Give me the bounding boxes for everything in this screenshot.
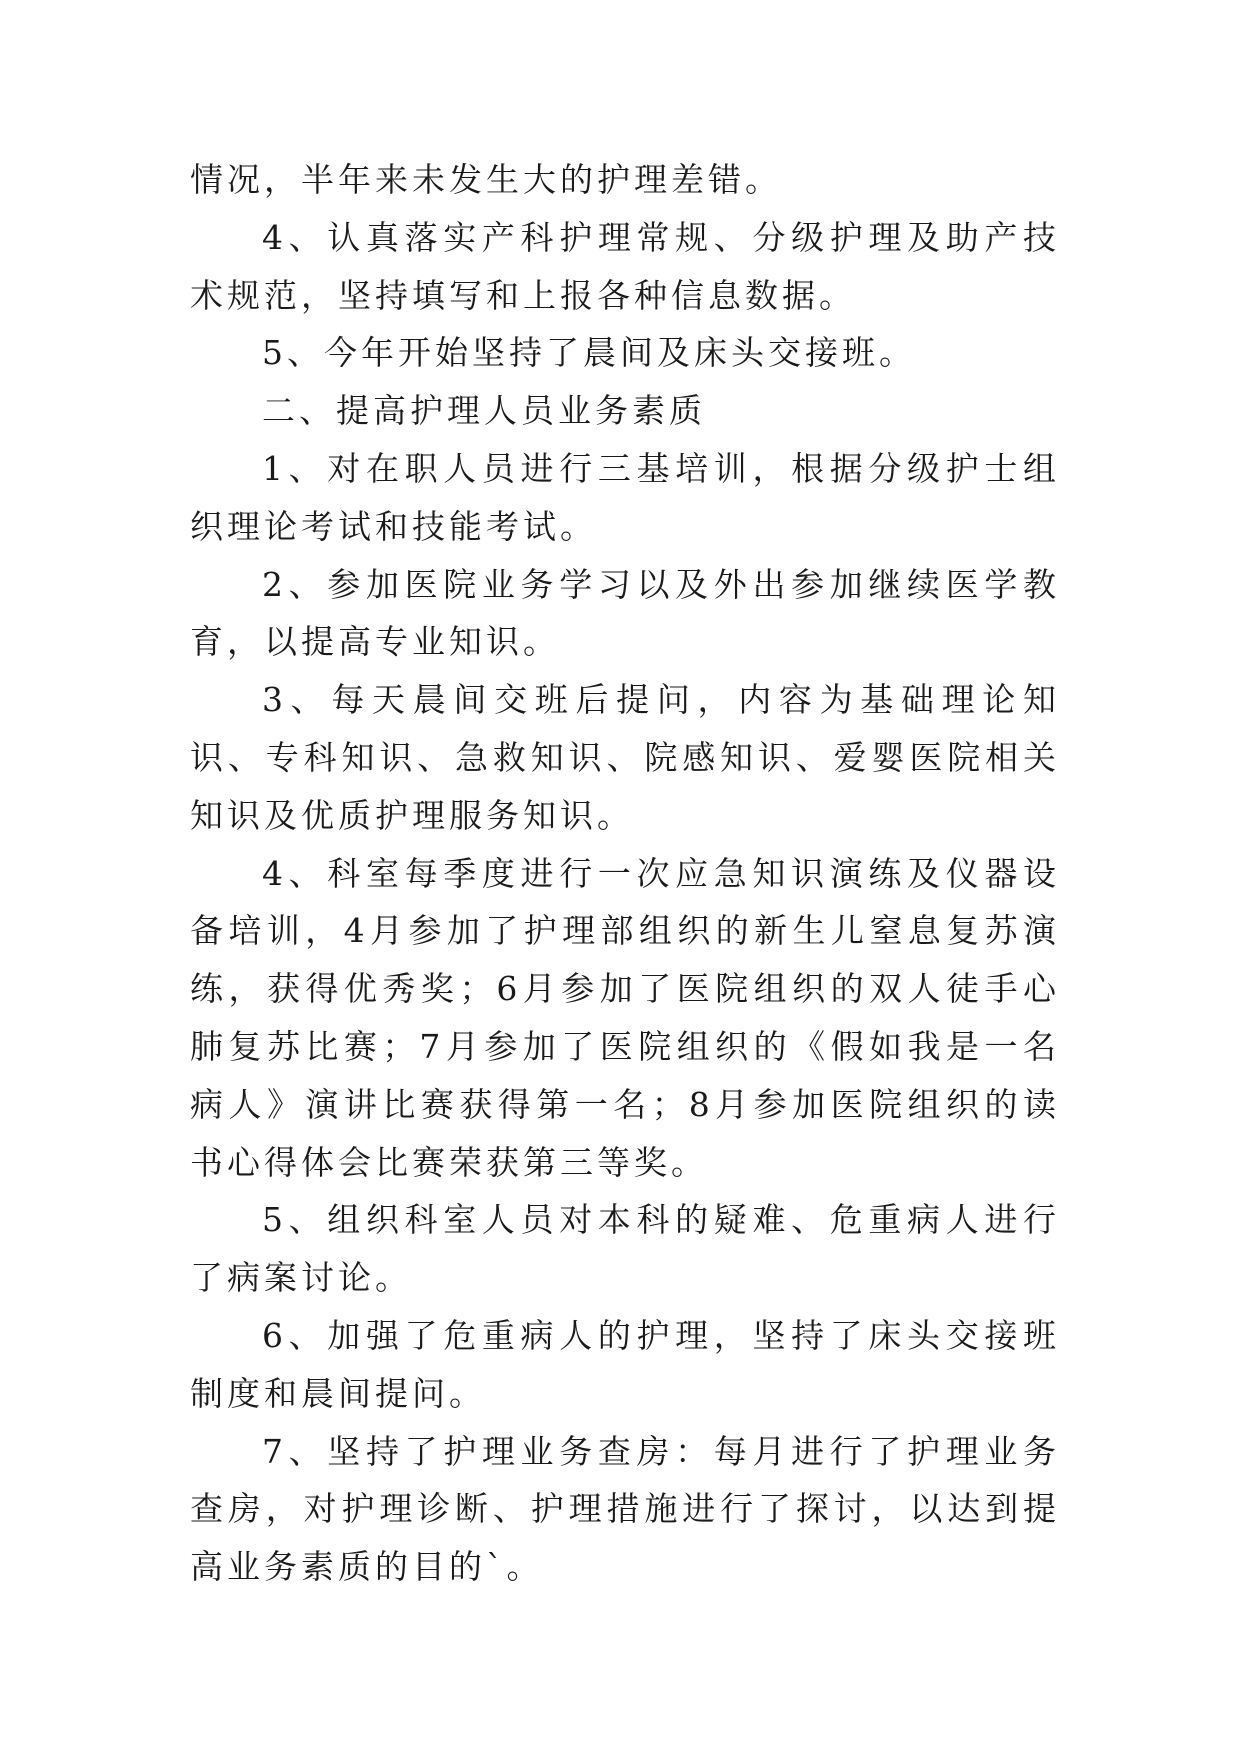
paragraph-item-4-drills: 4、科室每季度进行一次应急知识演练及仪器设备培训，4月参加了护理部组织的新生儿窒息复苏演练，获得优秀奖；6月参加了医院组织的双人徒手心肺复苏比赛；7月参加了医院组织的《假如我是一名病人》演讲比赛获得第一名；8月参加医院组织的读书心得体会比赛荣获第三等奖。 bbox=[190, 853, 1060, 1182]
paragraph-item-4-standards: 4、认真落实产科护理常规、分级护理及助产技术规范，坚持填写和上报各种信息数据。 bbox=[190, 217, 1060, 315]
paragraph-item-7-rounds: 7、坚持了护理业务查房：每月进行了护理业务查房，对护理诊断、护理措施进行了探讨，以达到提高业务素质的目的`。 bbox=[190, 1431, 1060, 1587]
paragraph-continuation: 情况，半年来未发生大的护理差错。 bbox=[190, 160, 782, 199]
paragraph-item-2-education: 2、参加医院业务学习以及外出参加继续医学教育，以提高专业知识。 bbox=[190, 564, 1060, 662]
paragraph-item-1-training: 1、对在职人员进行三基培训，根据分级护士组织理论考试和技能考试。 bbox=[190, 448, 1060, 546]
paragraph-item-5-handover: 5、今年开始坚持了晨间及床头交接班。 bbox=[262, 333, 916, 373]
section-heading-2: 二、提高护理人员业务素质 bbox=[262, 391, 706, 431]
paragraph-item-3-questions: 3、每天晨间交班后提问，内容为基础理论知识、专科知识、急救知识、院感知识、爱婴医院相关知识及优质护理服务知识。 bbox=[190, 680, 1060, 835]
paragraph-item-5-case-discussion: 5、组织科室人员对本科的疑难、危重病人进行了病案讨论。 bbox=[190, 1200, 1060, 1298]
document-body bbox=[190, 151, 1060, 1596]
paragraph-item-6-critical-care: 6、加强了危重病人的护理，坚持了床头交接班制度和晨间提问。 bbox=[190, 1315, 1060, 1413]
